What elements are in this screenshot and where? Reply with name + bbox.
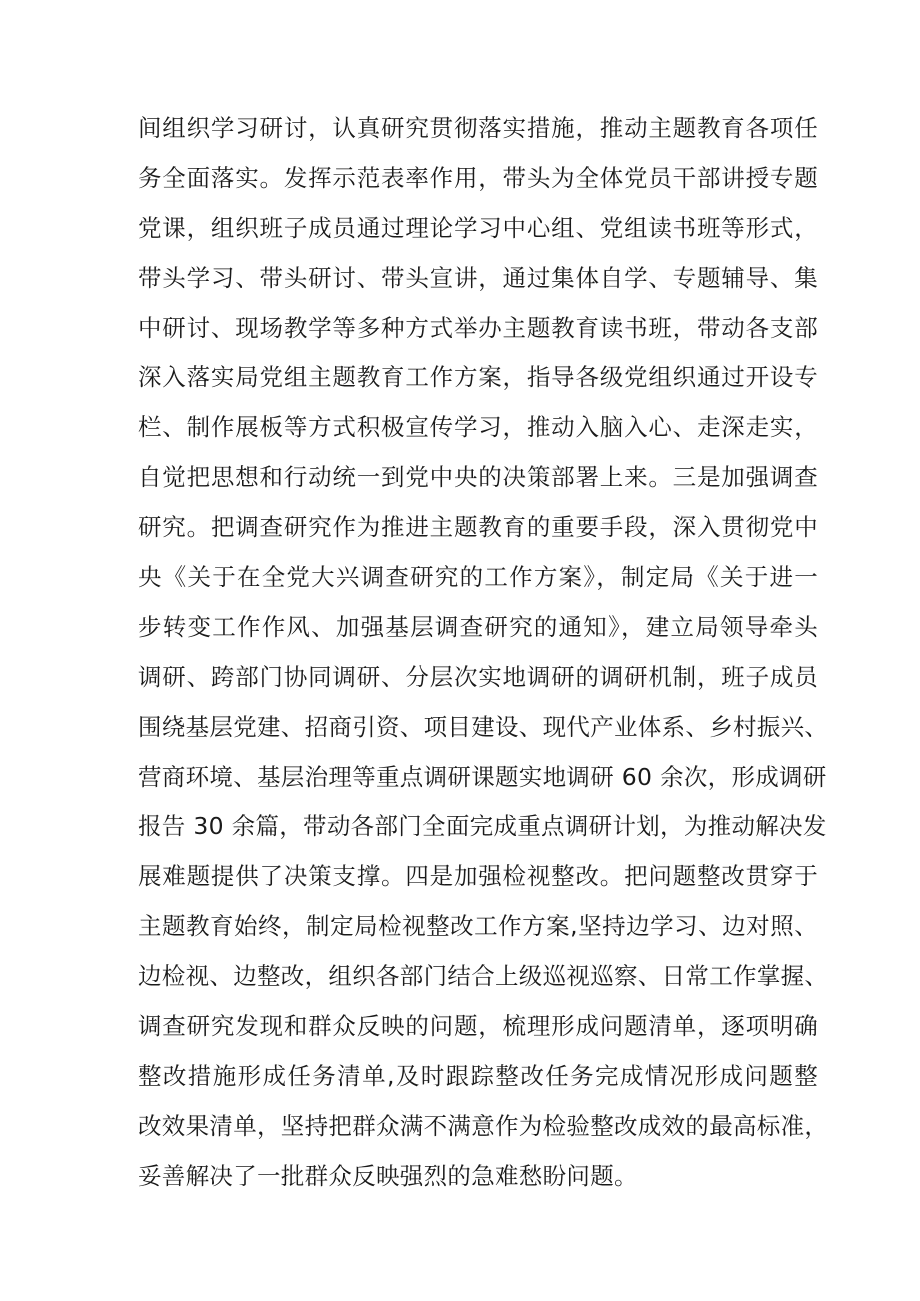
body-paragraph <box>138 104 829 1202</box>
text-line: 党课，组织班子成员通过理论学习中心组、党组读书班等形式， <box>138 213 818 242</box>
text-line: 深入落实局党组主题教育工作方案，指导各级党组织通过开设专 <box>138 363 818 392</box>
text-line: 调研、跨部门协同调研、分层次实地调研的调研机制，班子成员 <box>138 662 818 691</box>
text-line: 报告 30 余篇，带动各部门全面完成重点调研计划，为推动解决发 <box>138 812 827 841</box>
text-line: 间组织学习研讨，认真研究贯彻落实措施，推动主题教育各项任 <box>138 114 818 142</box>
text-line: 整改措施形成任务清单,及时跟踪整改任务完成情况形成问题整 <box>138 1061 818 1090</box>
text-line: 展难题提供了决策支撑。四是加强检视整改。把问题整改贯穿于 <box>138 862 818 891</box>
text-line: 央《关于在全党大兴调查研究的工作方案》，制定局《关于进一 <box>138 563 818 592</box>
text-line: 研究。把调查研究作为推进主题教育的重要手段，深入贯彻党中 <box>138 513 818 542</box>
text-line: 栏、制作展板等方式积极宣传学习，推动入脑入心、走深走实， <box>138 413 818 442</box>
text-line: 调查研究发现和群众反映的问题，梳理形成问题清单，逐项明确 <box>138 1012 818 1041</box>
text-line: 边检视、边整改，组织各部门结合上级巡视巡察、日常工作掌握、 <box>138 962 829 991</box>
text-line: 改效果清单，坚持把群众满不满意作为检验整改成效的最高标准， <box>138 1111 829 1140</box>
text-line: 围绕基层党建、招商引资、项目建设、现代产业体系、乡村振兴、 <box>138 712 829 741</box>
text-line: 妥善解决了一批群众反映强烈的急难愁盼问题。 <box>138 1161 638 1190</box>
text-line: 自觉把思想和行动统一到党中央的决策部署上来。三是加强调查 <box>138 463 818 492</box>
text-line: 营商环境、基层治理等重点调研课题实地调研 60 余次，形成调研 <box>138 762 827 791</box>
text-line: 务全面落实。发挥示范表率作用，带头为全体党员干部讲授专题 <box>138 163 818 192</box>
text-line: 中研讨、现场教学等多种方式举办主题教育读书班，带动各支部 <box>138 313 818 342</box>
text-line: 主题教育始终，制定局检视整改工作方案,坚持边学习、边对照、 <box>138 912 818 941</box>
text-line: 带头学习、带头研讨、带头宣讲，通过集体自学、专题辅导、集 <box>138 263 818 292</box>
text-line: 步转变工作作风、加强基层调查研究的通知》，建立局领导牵头 <box>138 612 818 641</box>
